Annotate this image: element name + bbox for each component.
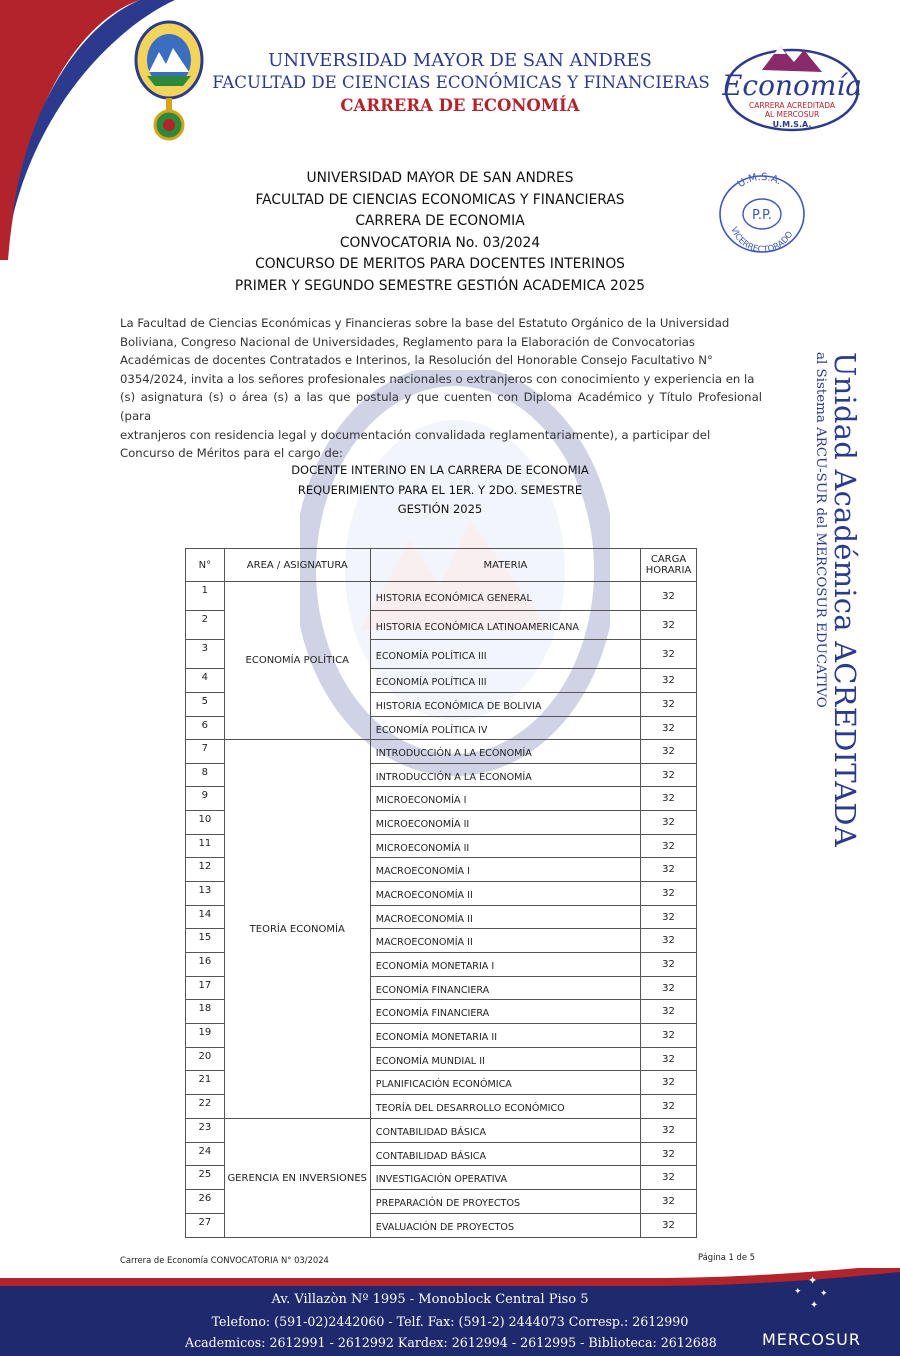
row-number: 13	[186, 882, 225, 906]
hours-cell: 32	[641, 787, 697, 811]
row-number: 9	[186, 787, 225, 811]
hours-cell: 32	[641, 1143, 697, 1166]
title-line: PRIMER Y SEGUNDO SEMESTRE GESTIÓN ACADEMICA 2025	[234, 277, 646, 294]
carga-label: CARGA	[650, 554, 687, 565]
intro-line: Académicas de docentes Contratados e Interinos, la Resolución del Honorable Consejo Facultativo N°	[120, 353, 713, 368]
table-row	[186, 1119, 697, 1143]
horaria-label: HORARIA	[645, 565, 692, 576]
materia-cell: ECONOMÍA FINANCIERA	[370, 1000, 640, 1024]
row-number: 23	[186, 1119, 225, 1143]
title-line: FACULTAD DE CIENCIAS ECONOMICAS Y FINANCIERAS	[255, 191, 625, 208]
hours-cell: 32	[641, 882, 697, 906]
materia-cell: MACROECONOMÍA II	[370, 929, 640, 953]
materia-cell: ECONOMÍA POLÍTICA III	[370, 669, 640, 693]
row-number: 24	[186, 1143, 225, 1166]
materia-cell: MACROECONOMÍA I	[370, 858, 640, 882]
title-line: UNIVERSIDAD MAYOR DE SAN ANDRES	[306, 170, 574, 186]
row-number: 12	[186, 858, 225, 882]
row-number: 26	[186, 1190, 225, 1214]
materia-cell: ECONOMÍA FINANCIERA	[370, 977, 640, 1000]
materia-cell: TEORÍA DEL DESARROLLO ECONÓMICO	[370, 1095, 640, 1119]
col-area-header: AREA / ASIGNATURA	[224, 549, 370, 582]
hours-cell: 32	[641, 1166, 697, 1190]
title-line: CARRERA DE ECONOMIA	[355, 213, 525, 229]
stamp-center: P.P.	[752, 208, 772, 223]
hours-cell: 32	[641, 835, 697, 858]
intro-line: Concurso de Méritos para el cargo de:	[120, 446, 343, 461]
title-line: CONCURSO DE MERITOS PARA DOCENTES INTERINOS	[255, 256, 625, 272]
materia-cell: INVESTIGACIÓN OPERATIVA	[370, 1166, 640, 1190]
hours-cell: 32	[641, 1000, 697, 1024]
row-number: 2	[186, 611, 225, 640]
row-number: 16	[186, 953, 225, 977]
row-number: 14	[186, 906, 225, 929]
logo-line3: U.M.S.A.	[772, 120, 812, 129]
logo-line2: AL MERCOSUR	[764, 110, 820, 119]
hours-cell: 32	[641, 611, 697, 640]
mercosur-label: MERCOSUR	[762, 1330, 861, 1349]
hours-cell: 32	[641, 717, 697, 740]
subtitle-line: GESTIÓN 2025	[397, 502, 483, 516]
materia-cell: CONTABILIDAD BÁSICA	[370, 1119, 640, 1143]
subtitle-line: REQUERIMIENTO PARA EL 1ER. Y 2DO. SEMESTRE	[297, 482, 583, 497]
subtitle-line: DOCENTE INTERINO EN LA CARRERA DE ECONOMIA	[291, 463, 589, 477]
materia-cell: MICROECONOMÍA II	[370, 835, 640, 858]
intro-line: (s) asignatura (s) o área (s) a las que postula y que cuenten con Diploma Académico y Título Profesional (para	[120, 390, 762, 423]
vicerrectorado-stamp	[716, 172, 808, 256]
accreditation-side-text	[812, 352, 862, 962]
row-number: 1	[186, 582, 225, 611]
materia-cell: ECONOMÍA POLÍTICA III	[370, 640, 640, 669]
materia-cell: ECONOMÍA MONETARIA II	[370, 1024, 640, 1048]
hours-cell: 32	[641, 1190, 697, 1214]
hours-cell: 32	[641, 582, 697, 611]
materia-cell: MICROECONOMÍA I	[370, 787, 640, 811]
hours-cell: 32	[641, 1048, 697, 1071]
position-subtitle	[175, 461, 705, 520]
courses-table-body	[186, 582, 697, 1238]
row-number: 5	[186, 693, 225, 717]
page-number: Página 1 de 5	[698, 1252, 756, 1262]
hours-cell: 32	[641, 1119, 697, 1143]
col-carga-header	[641, 549, 697, 582]
title-line: CONVOCATORIA No. 03/2024	[339, 234, 541, 251]
accreditation-sub: al Sistema ARCU-SUR del MERCOSUR EDUCATIVO	[813, 352, 828, 708]
materia-cell: INTRODUCCIÓN A LA ECONOMÍA	[370, 740, 640, 764]
svg-text:✦: ✦	[808, 1274, 818, 1287]
materia-cell: ECONOMÍA MUNDIAL II	[370, 1048, 640, 1071]
hours-cell: 32	[641, 693, 697, 717]
materia-cell: ECONOMÍA MONETARIA I	[370, 953, 640, 977]
area-cell: GERENCIA EN INVERSIONES	[224, 1119, 370, 1238]
footer-note: Carrera de Economía CONVOCATORIA N° 03/2024	[120, 1255, 329, 1265]
table-header-row	[186, 549, 697, 582]
row-number: 6	[186, 717, 225, 740]
logo-line1: CARRERA ACREDITADA	[748, 101, 836, 110]
hours-cell: 32	[641, 858, 697, 882]
intro-line: 0354/2024, invita a los señores profesionales nacionales o extranjeros con conocimiento y experiencia en la	[120, 371, 755, 386]
row-number: 19	[186, 1024, 225, 1048]
col-num-header: N°	[186, 549, 225, 582]
accreditation-main: Unidad Académica ACREDITADA	[828, 352, 862, 847]
hours-cell: 32	[641, 1024, 697, 1048]
materia-cell: EVALUACIÓN DE PROYECTOS	[370, 1214, 640, 1238]
footer-academic: Academicos: 2612991 - 2612992 Kardex: 2612994 - 2612995 - Biblioteca: 2612688	[185, 1335, 717, 1350]
col-materia-header: MATERIA	[370, 549, 640, 582]
materia-cell: HISTORIA ECONÓMICA LATINOAMERICANA	[370, 611, 640, 640]
materia-cell: PLANIFICACIÓN ECONÓMICA	[370, 1071, 640, 1095]
logo-name: Economía	[722, 69, 862, 102]
economia-logo	[722, 40, 862, 132]
row-number: 4	[186, 669, 225, 693]
stamp-bottom: VICERRECTORADO	[728, 225, 796, 256]
hours-cell: 32	[641, 640, 697, 669]
hours-cell: 32	[641, 811, 697, 835]
hours-cell: 32	[641, 977, 697, 1000]
mercosur-stars-icon	[790, 1272, 840, 1312]
convocatoria-title	[175, 168, 705, 297]
materia-cell: HISTORIA ECONÓMICA GENERAL	[370, 582, 640, 611]
table-row	[186, 582, 697, 611]
hours-cell: 32	[641, 1071, 697, 1095]
materia-cell: INTRODUCCIÓN A LA ECONOMÍA	[370, 764, 640, 787]
materia-cell: MACROECONOMÍA II	[370, 906, 640, 929]
hours-cell: 32	[641, 1214, 697, 1238]
area-cell: TEORÍA ECONOMÍA	[224, 740, 370, 1119]
materia-cell: ECONOMÍA POLÍTICA IV	[370, 717, 640, 740]
intro-line: Boliviana, Congreso Nacional de Universidades, Reglamento para la Elaboración de Convocatorias	[120, 334, 696, 349]
header-career: CARRERA DE ECONOMÍA	[340, 96, 580, 115]
materia-cell: HISTORIA ECONÓMICA DE BOLIVIA	[370, 693, 640, 717]
stamp-top: U.M.S.A.	[735, 172, 784, 191]
svg-text:VICERRECTORADO	[728, 226, 795, 256]
row-number: 27	[186, 1214, 225, 1238]
materia-cell: PREPARACIÓN DE PROYECTOS	[370, 1190, 640, 1214]
row-number: 22	[186, 1095, 225, 1119]
university-seal-icon	[133, 20, 205, 146]
row-number: 18	[186, 1000, 225, 1024]
row-number: 21	[186, 1071, 225, 1095]
hours-cell: 32	[641, 953, 697, 977]
row-number: 11	[186, 835, 225, 858]
intro-line: La Facultad de Ciencias Económicas y Financieras sobre la base del Estatuto Orgánico de la Universidad	[120, 316, 730, 330]
area-cell: ECONOMÍA POLÍTICA	[224, 582, 370, 740]
row-number: 17	[186, 977, 225, 1000]
row-number: 10	[186, 811, 225, 835]
hours-cell: 32	[641, 929, 697, 953]
footer-address: Av. Villazòn Nº 1995 - Monoblock Central Piso 5	[271, 1292, 589, 1307]
header-faculty: FACULTAD DE CIENCIAS ECONÓMICAS Y FINANCIERAS	[212, 73, 710, 92]
intro-paragraph	[120, 314, 762, 463]
svg-text:✦: ✦	[794, 1287, 802, 1297]
row-number: 20	[186, 1048, 225, 1071]
svg-text:✦: ✦	[820, 1289, 828, 1299]
hours-cell: 32	[641, 764, 697, 787]
intro-line: extranjeros con residencia legal y documentación convalidada reglamentariamente), a participar del	[120, 427, 711, 442]
row-number: 25	[186, 1166, 225, 1190]
header-university: UNIVERSIDAD MAYOR DE SAN ANDRES	[268, 50, 652, 71]
hours-cell: 32	[641, 1095, 697, 1119]
materia-cell: CONTABILIDAD BÁSICA	[370, 1143, 640, 1166]
row-number: 15	[186, 929, 225, 953]
hours-cell: 32	[641, 740, 697, 764]
table-row	[186, 740, 697, 764]
footer-phones: Telefono: (591-02)2442060 - Telf. Fax: (591-2) 2444073 Corresp.: 2612990	[211, 1314, 689, 1329]
hours-cell: 32	[641, 669, 697, 693]
row-number: 8	[186, 764, 225, 787]
courses-table	[185, 548, 697, 1238]
svg-text:U.M.S.A.	[736, 172, 783, 190]
row-number: 7	[186, 740, 225, 764]
hours-cell: 32	[641, 906, 697, 929]
materia-cell: MACROECONOMÍA II	[370, 882, 640, 906]
row-number: 3	[186, 640, 225, 669]
svg-text:✦: ✦	[810, 1300, 819, 1311]
materia-cell: MICROECONOMÍA II	[370, 811, 640, 835]
